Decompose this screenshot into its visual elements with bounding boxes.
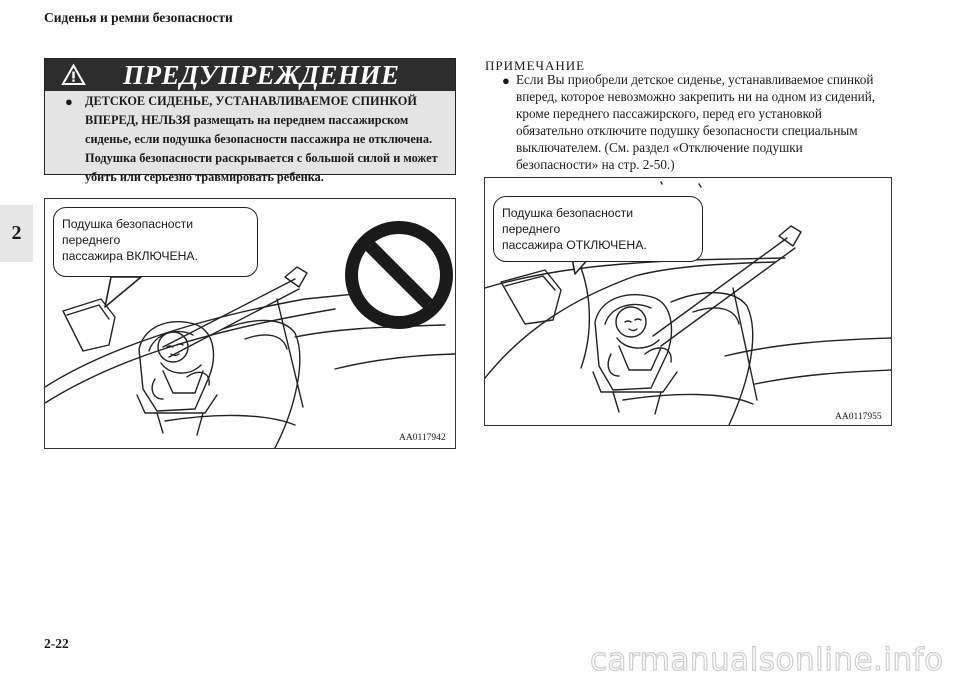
callout-line: пассажира ВКЛЮЧЕНА. <box>62 249 198 263</box>
prohibition-icon <box>345 221 453 329</box>
callout-line: Подушка безопасности переднего <box>62 217 194 247</box>
warning-line: Подушка безопасности раскрывается с большой силой и может <box>85 151 438 165</box>
figure-airbag-off <box>484 177 892 426</box>
note-line: обязательно отключите подушку безопасности специальным <box>516 123 858 138</box>
airbag-off-callout <box>493 196 703 262</box>
warning-title: ПРЕДУПРЕЖДЕНИЕ <box>123 60 400 90</box>
note-line: Если Вы приобрели детское сиденье, устанавливаемое спинкой <box>516 72 874 87</box>
figure-code: AA0117942 <box>399 433 446 443</box>
watermark: carmanualsonline.info <box>590 642 944 678</box>
figure-airbag-on <box>44 198 456 449</box>
note-line: вперед, которое невозможно закрепить ни на одном из сидений, <box>516 89 876 104</box>
chapter-tab <box>0 205 33 262</box>
warning-line: сиденье, если подушка безопасности пассажира не отключена. <box>85 132 433 146</box>
warning-box <box>44 58 456 184</box>
warning-header <box>45 59 455 91</box>
bullet-icon: ● <box>65 94 73 109</box>
page-number: 2-22 <box>44 636 69 651</box>
note-line: безопасности» на стр. 2-50.) <box>516 157 675 172</box>
callout-line: Подушка безопасности переднего <box>502 206 634 236</box>
warning-line: убить или серьезно травмировать ребенка. <box>85 170 324 184</box>
bullet-icon: ● <box>502 73 510 88</box>
callout-line: пассажира ОТКЛЮЧЕНА. <box>502 238 647 252</box>
figure-code: AA0117955 <box>835 412 882 422</box>
warning-triangle-icon <box>61 63 86 86</box>
note-title: ПРИМЕЧАНИЕ <box>485 58 586 73</box>
airbag-on-callout <box>53 207 258 277</box>
note-line: выключателем. (См. раздел «Отключение подушки <box>516 140 803 155</box>
warning-line: ВПЕРЕД, НЕЛЬЗЯ размещать на переднем пассажирском <box>85 113 409 127</box>
warning-line: ДЕТСКОЕ СИДЕНЬЕ, УСТАНАВЛИВАЕМОЕ СПИНКОЙ <box>85 94 417 108</box>
chapter-number: 2 <box>11 222 22 244</box>
note-line: кроме переднего пассажирского, перед его установкой <box>516 106 822 121</box>
running-header: Сиденья и ремни безопасности <box>44 10 233 25</box>
